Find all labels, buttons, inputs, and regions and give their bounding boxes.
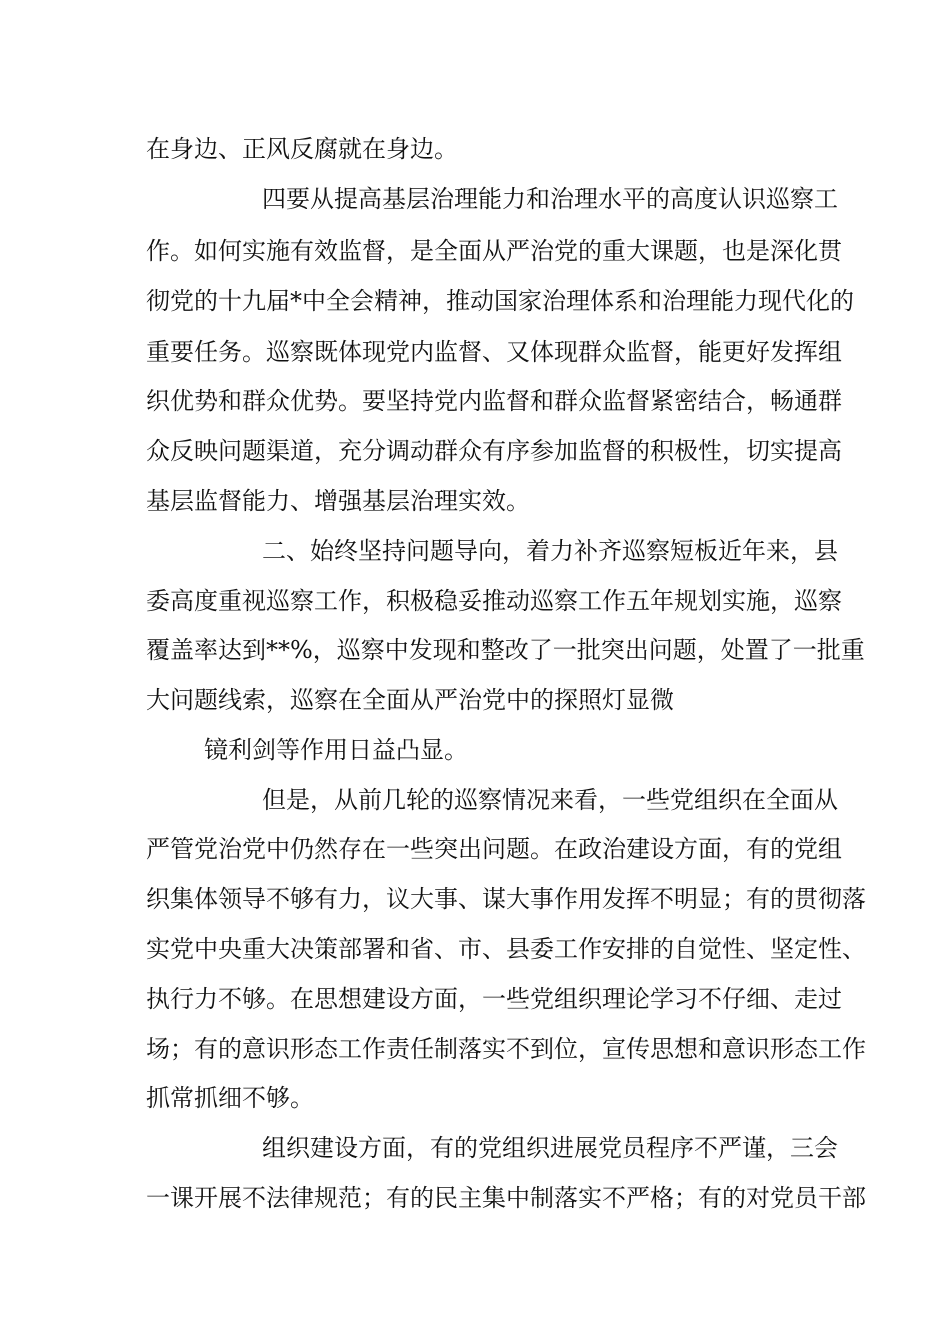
text-line: 实党中央重大决策部署和省、市、县委工作安排的自觉性、坚定性、 — [146, 935, 866, 963]
text-line: 严管党治党中仍然存在一些突出问题。在政治建设方面，有的党组 — [146, 835, 842, 863]
text-line: 覆盖率达到**%，巡察中发现和整改了一批突出问题，处置了一批重 — [146, 636, 865, 664]
paragraph-first-line: 二、始终坚持问题导向，着力补齐巡察短板近年来，县 — [262, 537, 838, 565]
text-line: 场；有的意识形态工作责任制落实不到位，宣传思想和意识形态工作 — [146, 1035, 866, 1063]
text-line: 基层监督能力、增强基层治理实效。 — [146, 487, 530, 515]
paragraph-first-line: 四要从提高基层治理能力和治理水平的高度认识巡察工 — [262, 185, 838, 213]
text-line: 织集体领导不够有力，议大事、谋大事作用发挥不明显；有的贯彻落 — [146, 885, 866, 913]
text-line: 委高度重视巡察工作，积极稳妥推动巡察工作五年规划实施，巡察 — [146, 587, 842, 615]
text-line: 镜利剑等作用日益凸显。 — [204, 736, 468, 764]
text-line: 织优势和群众优势。要坚持党内监督和群众监督紧密结合，畅通群 — [146, 387, 842, 415]
paragraph-first-line: 但是，从前几轮的巡察情况来看，一些党组织在全面从 — [262, 786, 838, 814]
text-line: 重要任务。巡察既体现党内监督、又体现群众监督，能更好发挥组 — [146, 338, 842, 366]
text-line: 抓常抓细不够。 — [146, 1084, 314, 1112]
text-line: 一课开展不法律规范；有的民主集中制落实不严格；有的对党员干部 — [146, 1184, 866, 1212]
text-line: 执行力不够。在思想建设方面，一些党组织理论学习不仔细、走过 — [146, 985, 842, 1013]
text-line: 彻党的十九届*中全会精神，推动国家治理体系和治理能力现代化的 — [146, 287, 854, 315]
text-line: 在身边、正风反腐就在身边。 — [146, 135, 458, 163]
text-line: 大问题线索，巡察在全面从严治党中的探照灯显微 — [146, 686, 674, 714]
text-line: 众反映问题渠道，充分调动群众有序参加监督的积极性，切实提高 — [146, 437, 842, 465]
text-line: 作。如何实施有效监督，是全面从严治党的重大课题，也是深化贯 — [146, 237, 842, 265]
paragraph-first-line: 组织建设方面，有的党组织进展党员程序不严谨，三会 — [262, 1134, 838, 1162]
